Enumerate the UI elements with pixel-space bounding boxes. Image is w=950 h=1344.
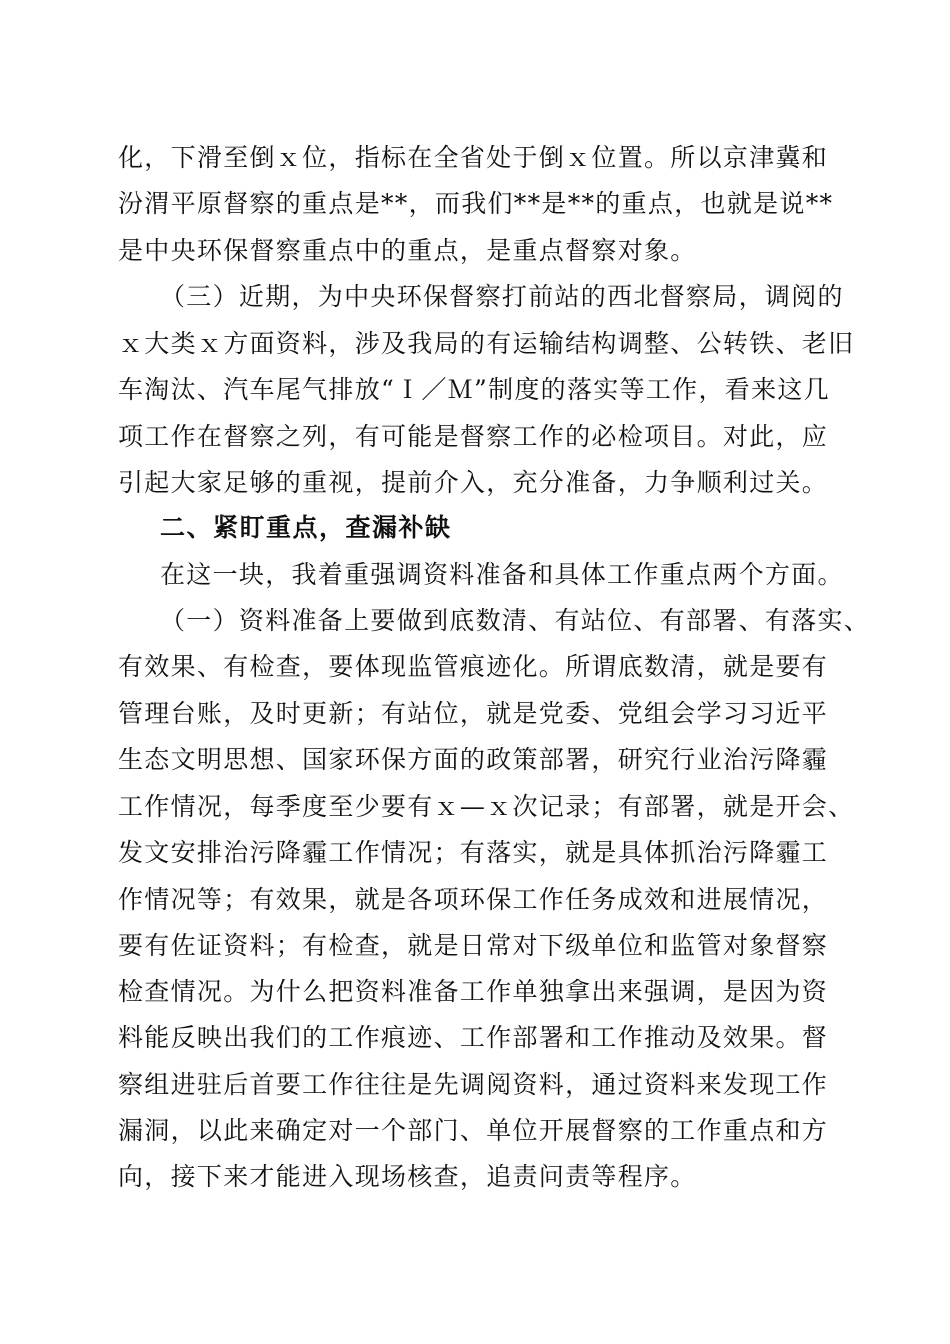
section-intro: 在这一块，我着重强调资料准备和具体工作重点两个方面。 bbox=[160, 560, 844, 589]
text-line-13: 管理台账，及时更新；有站位，就是党委、党组会学习习近平 bbox=[118, 699, 829, 728]
text-line-5: ｘ大类ｘ方面资料，涉及我局的有运输结构调整、公转铁、老旧 bbox=[118, 329, 855, 358]
text-line-1: 化，下滑至倒ｘ位，指标在全省处于倒ｘ位置。所以京津冀和 bbox=[118, 143, 829, 172]
text-line-6: 车淘汰、汽车尾气排放“Ｉ／Ｍ”制度的落实等工作，看来这几 bbox=[118, 375, 830, 404]
text-line-8: 引起大家足够的重视，提前介入，充分准备，力争顺利过关。 bbox=[118, 468, 829, 497]
paragraph-1-start: （一）资料准备上要做到底数清、有站位、有部署、有落实、 bbox=[160, 606, 871, 635]
text-line-2: 汾渭平原督察的重点是**，而我们**是**的重点，也就是说** bbox=[118, 189, 834, 218]
text-line-17: 作情况等；有效果，就是各项环保工作任务成效和进展情况， bbox=[118, 885, 829, 914]
text-line-7: 项工作在督察之列，有可能是督察工作的必检项目。对此，应 bbox=[118, 422, 829, 451]
text-line-3: 是中央环保督察重点中的重点，是重点督察对象。 bbox=[118, 236, 697, 265]
text-line-22: 漏洞，以此来确定对一个部门、单位开展督察的工作重点和方 bbox=[118, 1116, 829, 1145]
text-line-19: 检查情况。为什么把资料准备工作单独拿出来强调，是因为资 bbox=[118, 977, 829, 1006]
paragraph-3-start: （三）近期，为中央环保督察打前站的西北督察局，调阅的 bbox=[160, 282, 844, 311]
section-heading: 二、紧盯重点，查漏补缺 bbox=[160, 513, 452, 542]
text-line-14: 生态文明思想、国家环保方面的政策部署，研究行业治污降霾 bbox=[118, 745, 829, 774]
text-line-18: 要有佐证资料；有检查，就是日常对下级单位和监管对象督察 bbox=[118, 931, 829, 960]
text-line-20: 料能反映出我们的工作痕迹、工作部署和工作推动及效果。督 bbox=[118, 1023, 829, 1052]
text-line-23: 向，接下来才能进入现场核查，追责问责等程序。 bbox=[118, 1162, 697, 1191]
text-line-12: 有效果、有检查，要体现监管痕迹化。所谓底数清，就是要有 bbox=[118, 652, 829, 681]
text-line-15: 工作情况，每季度至少要有ｘ—ｘ次记录；有部署，就是开会、 bbox=[118, 792, 855, 821]
text-line-16: 发文安排治污降霾工作情况；有落实，就是具体抓治污降霾工 bbox=[118, 838, 829, 867]
text-line-21: 察组进驻后首要工作往往是先调阅资料，通过资料来发现工作 bbox=[118, 1070, 829, 1099]
